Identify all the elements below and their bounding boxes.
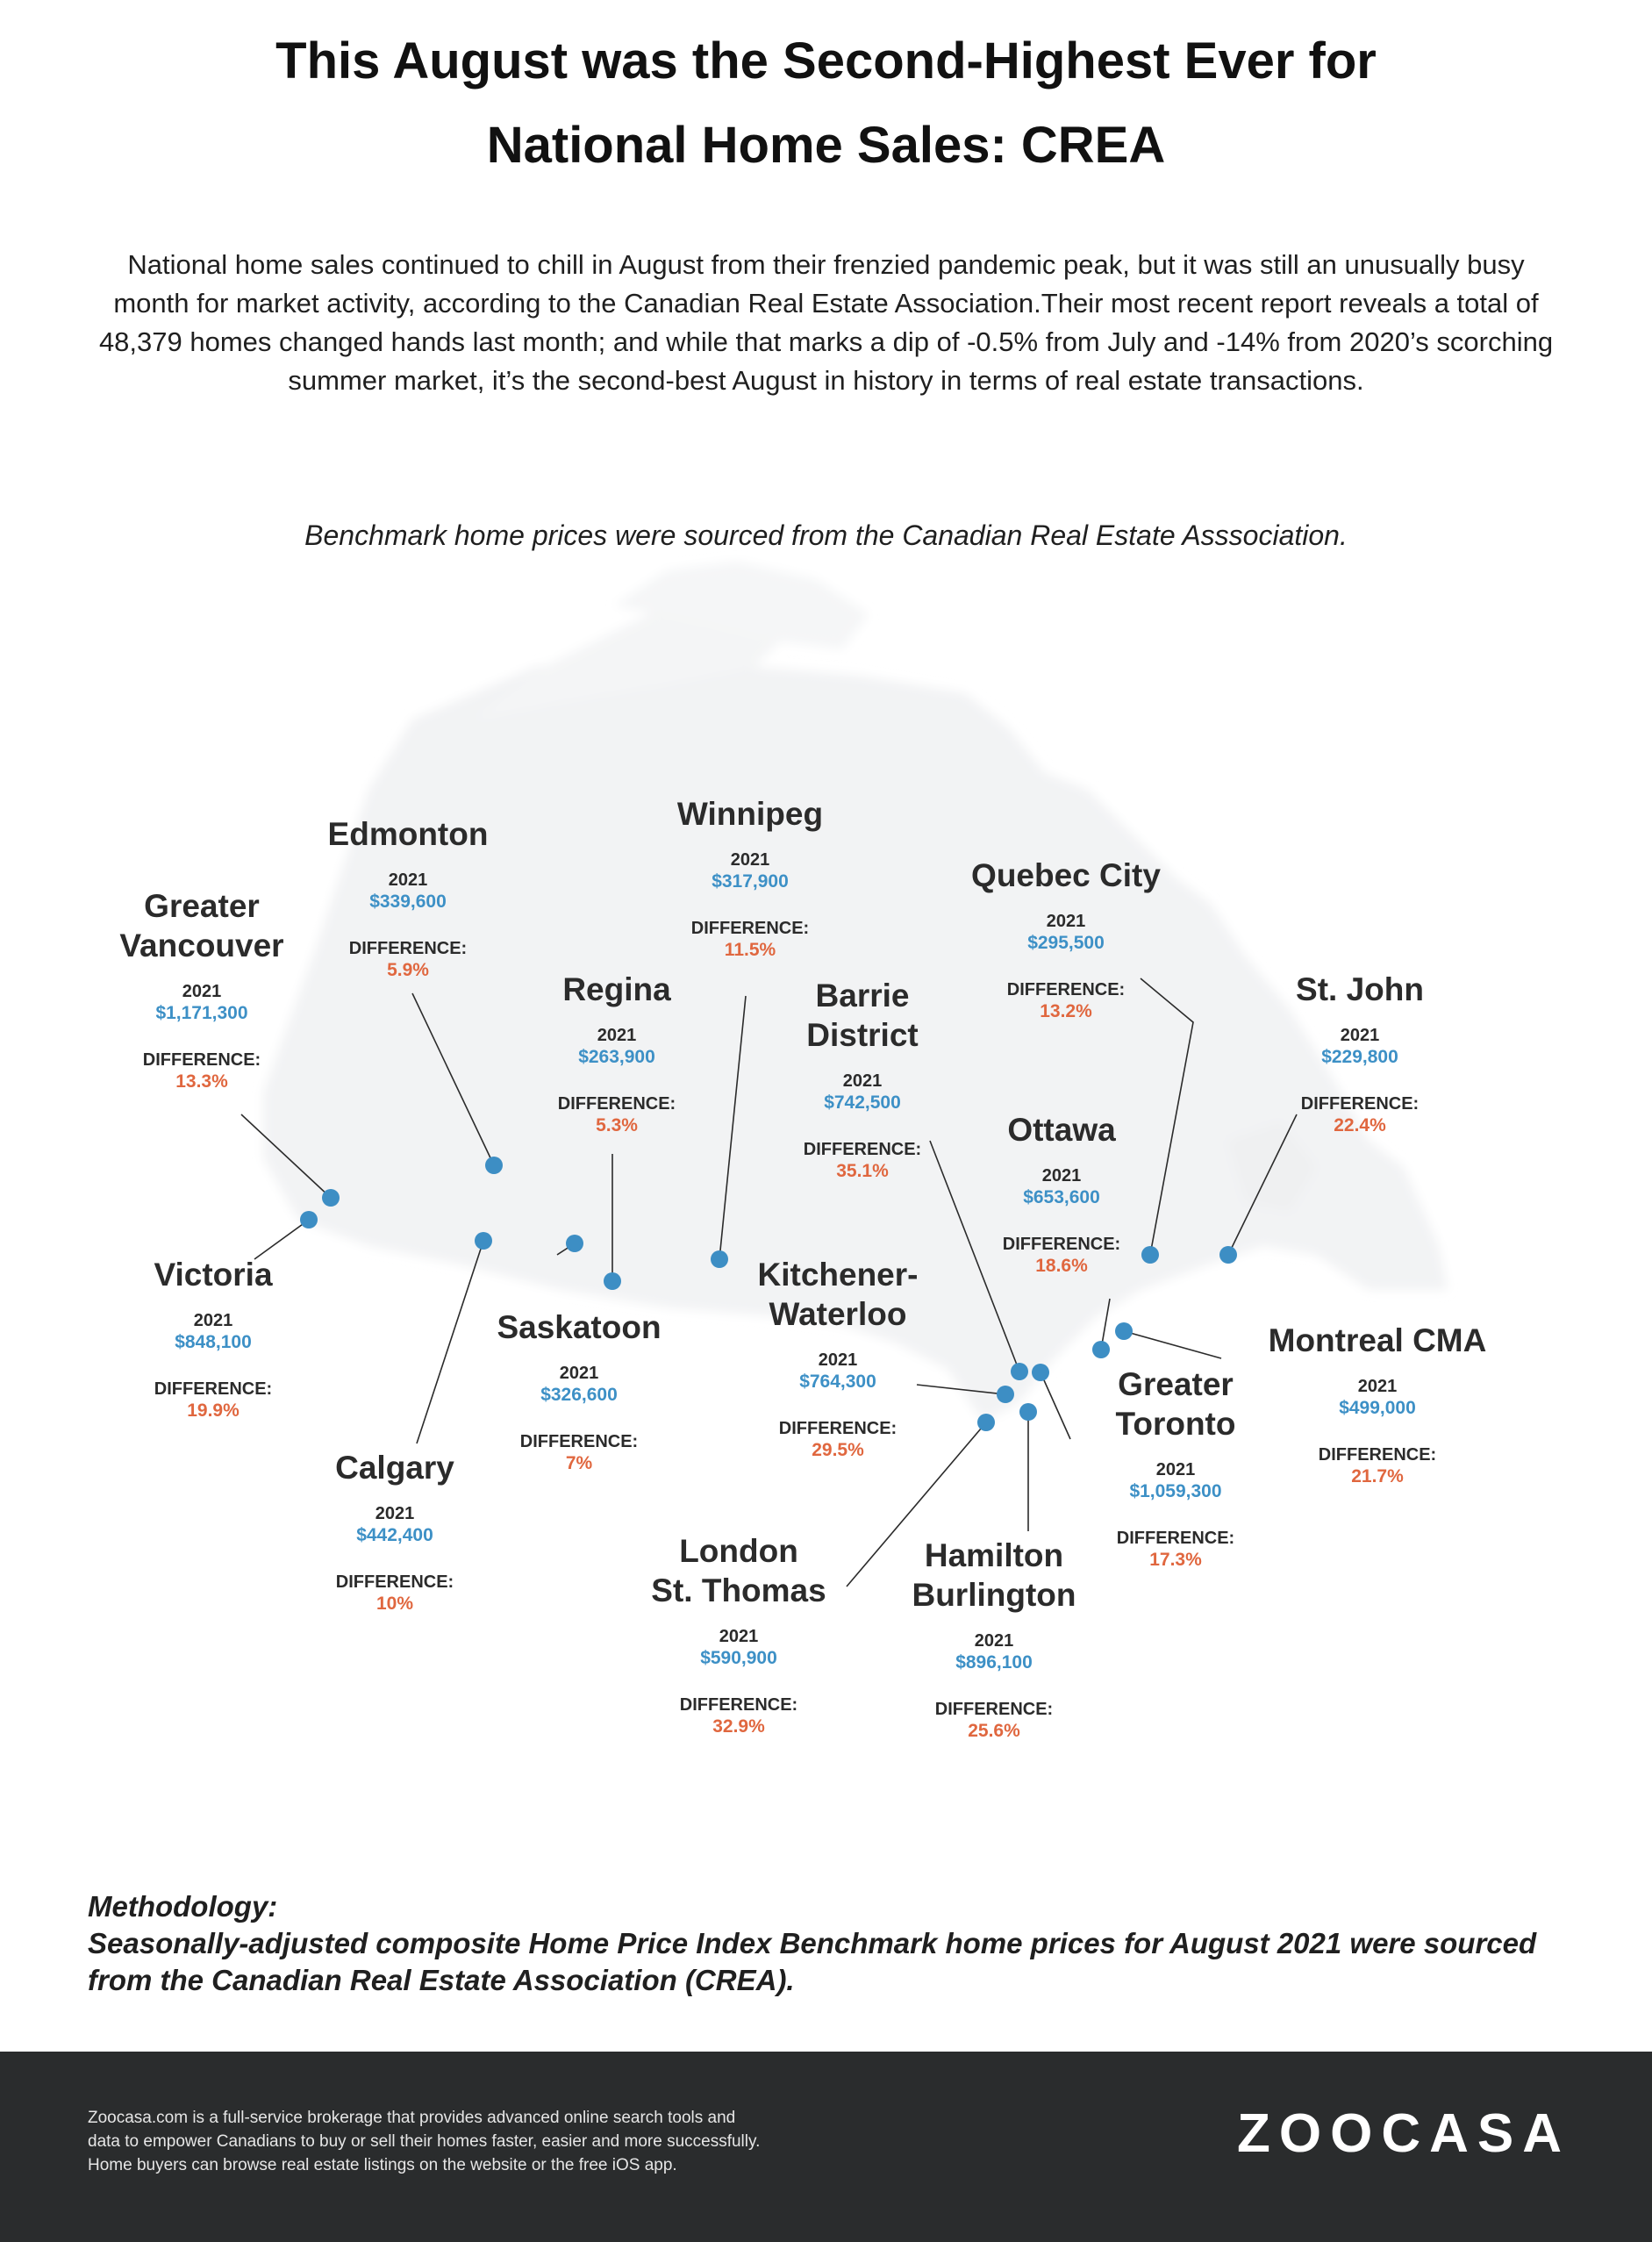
- city-difference-value: 13.2%: [1040, 1001, 1092, 1021]
- city-difference-value: 7%: [565, 1453, 593, 1473]
- city-price: $326,600: [540, 1385, 618, 1405]
- leader-line-victoria: [254, 1220, 309, 1259]
- city-difference-label: DIFFERENCE:: [679, 1695, 798, 1715]
- city-year: 2021: [1340, 1026, 1380, 1045]
- marker-montreal-cma[interactable]: [1115, 1322, 1133, 1340]
- city-year: 2021: [842, 1071, 883, 1091]
- methodology: [88, 1888, 1579, 1999]
- city-name: Kitchener- Waterloo: [757, 1257, 919, 1332]
- city-year: 2021: [375, 1504, 415, 1523]
- city-difference-label: DIFFERENCE:: [335, 1572, 454, 1592]
- city-name: Regina: [562, 971, 671, 1007]
- marker-edmonton[interactable]: [485, 1157, 503, 1174]
- city-price: $442,400: [356, 1525, 433, 1545]
- city-name: London St. Thomas: [651, 1533, 826, 1608]
- city-year: 2021: [974, 1631, 1014, 1651]
- city-name: Calgary: [335, 1450, 454, 1486]
- footer-line-2: data to empower Canadians to buy or sell their homes faster, easier and more successfully.: [88, 2132, 761, 2151]
- city-price: $295,500: [1027, 933, 1105, 953]
- city-difference-value: 25.6%: [968, 1721, 1020, 1741]
- city-price: $317,900: [712, 871, 789, 892]
- city-price: $653,600: [1023, 1187, 1100, 1207]
- city-name: Hamilton Burlington: [912, 1537, 1076, 1613]
- methodology-heading: Methodology:: [88, 1890, 278, 1923]
- city-name: Ottawa: [1007, 1112, 1116, 1148]
- city-name: Quebec City: [971, 857, 1161, 893]
- city-year: 2021: [730, 850, 770, 870]
- city-year: 2021: [1046, 912, 1086, 931]
- city-difference-label: DIFFERENCE:: [1002, 1235, 1121, 1254]
- city-difference-label: DIFFERENCE:: [690, 919, 810, 938]
- city-year: 2021: [1357, 1377, 1398, 1396]
- city-year: 2021: [1041, 1166, 1082, 1185]
- city-difference-value: 5.3%: [596, 1115, 638, 1135]
- city-label-regina: [476, 970, 757, 1137]
- city-difference-value: 13.3%: [175, 1071, 228, 1092]
- city-difference-label: DIFFERENCE:: [1116, 1529, 1235, 1548]
- city-label-victoria: [73, 1255, 354, 1422]
- city-price: $263,900: [578, 1047, 655, 1067]
- city-name: Barrie District: [806, 978, 919, 1053]
- marker-london-st-thomas[interactable]: [977, 1414, 995, 1431]
- page-title-line-1: This August was the Second-Highest Ever for: [275, 32, 1377, 90]
- city-difference-value: 35.1%: [836, 1161, 889, 1181]
- city-year: 2021: [597, 1026, 637, 1045]
- city-name: Edmonton: [327, 816, 489, 852]
- marker-calgary[interactable]: [475, 1232, 492, 1250]
- marker-saskatoon[interactable]: [566, 1235, 583, 1252]
- city-year: 2021: [388, 870, 428, 890]
- marker-victoria[interactable]: [300, 1211, 318, 1228]
- city-name: St. John: [1296, 971, 1424, 1007]
- city-price: $896,100: [955, 1652, 1033, 1673]
- page-title-line-2: National Home Sales: CREA: [486, 117, 1166, 174]
- city-difference-value: 18.6%: [1035, 1256, 1088, 1276]
- marker-regina[interactable]: [604, 1272, 621, 1290]
- marker-ottawa[interactable]: [1092, 1341, 1110, 1358]
- city-label-hamilton-burlington: [854, 1536, 1134, 1743]
- city-name: Saskatoon: [497, 1309, 662, 1345]
- city-difference-label: DIFFERENCE:: [154, 1379, 273, 1399]
- city-difference-value: 29.5%: [812, 1440, 864, 1460]
- footer-text: [88, 2106, 842, 2177]
- city-difference-label: DIFFERENCE:: [803, 1140, 922, 1159]
- city-label-ottawa: [921, 1110, 1202, 1278]
- marker-barrie-district[interactable]: [1011, 1363, 1028, 1380]
- city-year: 2021: [193, 1311, 233, 1330]
- footer-line-3: Home buyers can browse real estate listings on the website or the free iOS app.: [88, 2156, 677, 2174]
- city-name: Montreal CMA: [1268, 1322, 1487, 1358]
- city-difference-label: DIFFERENCE:: [557, 1094, 676, 1114]
- city-difference-label: DIFFERENCE:: [1300, 1094, 1420, 1114]
- city-year: 2021: [818, 1350, 858, 1370]
- city-label-st-john: [1219, 970, 1500, 1137]
- leader-line-montreal-cma: [1124, 1331, 1221, 1358]
- city-year: 2021: [1155, 1460, 1196, 1479]
- city-difference-label: DIFFERENCE:: [934, 1700, 1054, 1719]
- zoocasa-logo[interactable]: ZOOCASA: [1237, 2103, 1570, 2164]
- city-name: Greater Vancouver: [119, 888, 284, 963]
- city-difference-label: DIFFERENCE:: [778, 1419, 898, 1438]
- marker-greater-vancouver[interactable]: [322, 1189, 340, 1207]
- city-year: 2021: [719, 1627, 759, 1646]
- marker-kitchener-waterloo[interactable]: [997, 1386, 1014, 1403]
- city-difference-value: 19.9%: [187, 1400, 240, 1421]
- city-price: $848,100: [175, 1332, 252, 1352]
- city-year: 2021: [182, 982, 222, 1001]
- intro-paragraph: National home sales continued to chill in August from their frenzied pandemic peak, but it was still an unusually busy month for market activity, according to the Canadian Real Estate Association.Their most recent report reveals a total of 48,379 homes changed hands last month; and while that marks a dip of -0.5% from July and -14% from 2020’s scorching summer market, it’s the second-best August in history in terms of real estate transactions.: [98, 249, 1554, 396]
- city-difference-value: 22.4%: [1334, 1115, 1386, 1135]
- marker-st-john[interactable]: [1219, 1246, 1237, 1264]
- footer-line-1: Zoocasa.com is a full-service brokerage that provides advanced online search tools and: [88, 2109, 736, 2127]
- city-difference-label: DIFFERENCE:: [348, 939, 468, 958]
- city-label-kitchener-waterloo: [697, 1255, 978, 1462]
- city-difference-value: 10%: [375, 1594, 414, 1614]
- city-price: $590,900: [700, 1648, 777, 1668]
- city-price: $229,800: [1321, 1047, 1398, 1067]
- city-label-winnipeg: [610, 794, 890, 962]
- city-year: 2021: [559, 1364, 599, 1383]
- city-name: Winnipeg: [676, 796, 824, 832]
- city-difference-value: 32.9%: [712, 1716, 765, 1737]
- city-price: $499,000: [1339, 1398, 1416, 1418]
- city-name: Greater Toronto: [1115, 1366, 1236, 1442]
- source-note: Benchmark home prices were sourced from the Canadian Real Estate Asssociation.: [304, 519, 1348, 551]
- city-label-calgary: [254, 1448, 535, 1615]
- city-price: $1,171,300: [155, 1003, 248, 1023]
- city-difference-value: 11.5%: [724, 940, 776, 960]
- city-difference-label: DIFFERENCE:: [142, 1050, 261, 1070]
- city-difference-value: 21.7%: [1351, 1466, 1404, 1486]
- city-price: $764,300: [799, 1372, 876, 1392]
- city-price: $339,600: [369, 892, 447, 912]
- city-difference-label: DIFFERENCE:: [519, 1432, 639, 1451]
- city-label-edmonton: [268, 814, 548, 982]
- footer: [0, 2052, 1652, 2242]
- marker-hamilton-burlington[interactable]: [1019, 1403, 1037, 1421]
- city-difference-value: 17.3%: [1149, 1550, 1202, 1570]
- city-difference-label: DIFFERENCE:: [1318, 1445, 1437, 1465]
- city-label-london-st-thomas: [598, 1531, 879, 1738]
- city-price: $742,500: [824, 1092, 901, 1113]
- city-price: $1,059,300: [1129, 1481, 1222, 1501]
- city-difference-value: 5.9%: [387, 960, 429, 980]
- methodology-text: Seasonally-adjusted composite Home Price Index Benchmark home prices for August 2021 were sourced from the Canadian Real Estate Association (CREA).: [88, 1927, 1537, 1996]
- city-difference-label: DIFFERENCE:: [1006, 980, 1126, 999]
- city-name: Victoria: [154, 1257, 273, 1293]
